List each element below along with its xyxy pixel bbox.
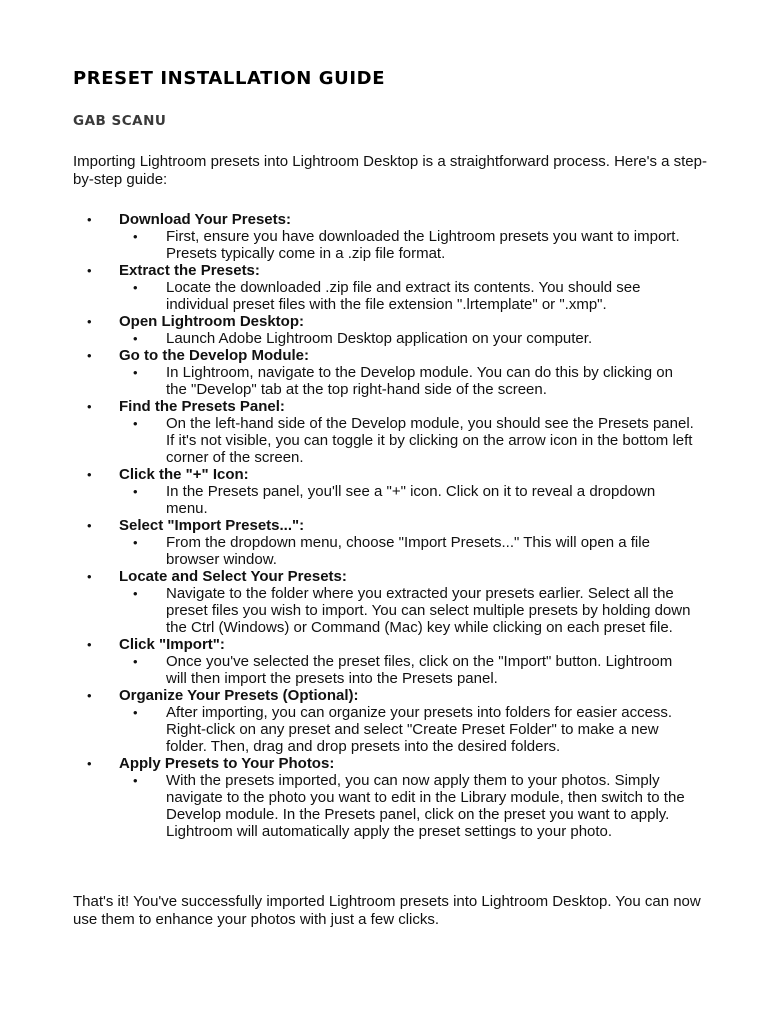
bullet-icon: • [133, 365, 138, 380]
step-detail-item [119, 228, 696, 262]
list-item [73, 517, 713, 568]
step-detail-item [119, 279, 696, 313]
step-detail-item [119, 330, 696, 347]
list-item [73, 755, 713, 840]
bullet-icon: • [87, 212, 92, 227]
step-detail-item [119, 483, 696, 517]
bullet-icon: • [87, 467, 92, 482]
step-title: Find the Presets Panel: [119, 398, 285, 415]
intro-paragraph: Importing Lightroom presets into Lightroom Desktop is a straightforward process. Here's a step-by-step guide: [73, 153, 707, 188]
step-title: Click "Import": [119, 636, 225, 653]
step-title: Download Your Presets: [119, 211, 291, 228]
list-item [73, 262, 713, 313]
bullet-icon: • [87, 688, 92, 703]
step-detail-item [119, 534, 696, 568]
bullet-icon: • [133, 535, 138, 550]
step-detail: With the presets imported, you can now apply them to your photos. Simply navigate to the photo you want to edit in the Library module, then switch to the Develop module. In the Presets panel, click on the preset you want to apply. Lightroom will automatically apply the preset settings to your photo. [166, 772, 685, 840]
list-item [73, 636, 713, 687]
step-title: Organize Your Presets (Optional): [119, 687, 359, 704]
bullet-icon: • [87, 399, 92, 414]
step-detail-item [119, 704, 696, 755]
bullet-icon: • [87, 314, 92, 329]
step-detail-item [119, 415, 696, 466]
bullet-icon: • [133, 416, 138, 431]
bullet-icon: • [87, 348, 92, 363]
step-title: Open Lightroom Desktop: [119, 313, 304, 330]
step-detail: First, ensure you have downloaded the Lightroom presets you want to import. Presets typically come in a .zip file format. [166, 228, 680, 262]
list-item [73, 687, 713, 755]
bullet-icon: • [133, 705, 138, 720]
list-item [73, 313, 713, 347]
step-detail: Locate the downloaded .zip file and extract its contents. You should see individual preset files with the file extension ".lrtemplate" or ".xmp". [166, 279, 641, 313]
step-detail: Navigate to the folder where you extracted your presets earlier. Select all the preset files you wish to import. You can select multiple presets by holding down the Ctrl (Windows) or Command (Mac) key while clicking on each preset file. [166, 585, 691, 636]
step-detail: Once you've selected the preset files, click on the "Import" button. Lightroom will then import the presets into the Presets panel. [166, 653, 673, 687]
bullet-icon: • [87, 569, 92, 584]
step-detail: On the left-hand side of the Develop module, you should see the Presets panel. If it's not visible, you can toggle it by clicking on the arrow icon in the bottom left corner of the screen. [166, 415, 694, 466]
bullet-icon: • [133, 331, 138, 346]
bullet-icon: • [87, 756, 92, 771]
bullet-icon: • [133, 484, 138, 499]
list-item [73, 568, 713, 636]
step-detail: Launch Adobe Lightroom Desktop application on your computer. [166, 330, 593, 347]
step-title: Click the "+" Icon: [119, 466, 249, 483]
step-detail: After importing, you can organize your presets into folders for easier access. Right-click on any preset and select "Create Preset Folder" to make a new folder. Then, drag and drop presets into the desired folders. [166, 704, 673, 755]
bullet-icon: • [133, 229, 138, 244]
step-detail: In Lightroom, navigate to the Develop module. You can do this by clicking on the "Develop" tab at the top right-hand side of the screen. [166, 364, 673, 398]
step-title: Extract the Presets: [119, 262, 260, 279]
list-item [73, 211, 713, 262]
step-detail: From the dropdown menu, choose "Import Presets..." This will open a file browser window. [166, 534, 650, 568]
list-item [73, 398, 713, 466]
step-detail-item [119, 772, 696, 840]
step-detail-item [119, 364, 696, 398]
document-author: GAB SCANU [73, 113, 167, 129]
steps-list [73, 211, 713, 840]
step-title: Locate and Select Your Presets: [119, 568, 347, 585]
bullet-icon: • [133, 280, 138, 295]
step-detail: In the Presets panel, you'll see a "+" icon. Click on it to reveal a dropdown menu. [166, 483, 656, 517]
bullet-icon: • [133, 654, 138, 669]
document-title: PRESET INSTALLATION GUIDE [73, 68, 386, 89]
bullet-icon: • [87, 263, 92, 278]
outro-paragraph: That's it! You've successfully imported Lightroom presets into Lightroom Desktop. You can now use them to enhance your photos with just a few clicks. [73, 893, 701, 928]
step-detail-item [119, 653, 696, 687]
bullet-icon: • [133, 773, 138, 788]
step-title: Go to the Develop Module: [119, 347, 309, 364]
bullet-icon: • [87, 637, 92, 652]
bullet-icon: • [133, 586, 138, 601]
step-title: Apply Presets to Your Photos: [119, 755, 335, 772]
list-item [73, 466, 713, 517]
step-title: Select "Import Presets...": [119, 517, 305, 534]
step-detail-item [119, 585, 696, 636]
bullet-icon: • [87, 518, 92, 533]
list-item [73, 347, 713, 398]
